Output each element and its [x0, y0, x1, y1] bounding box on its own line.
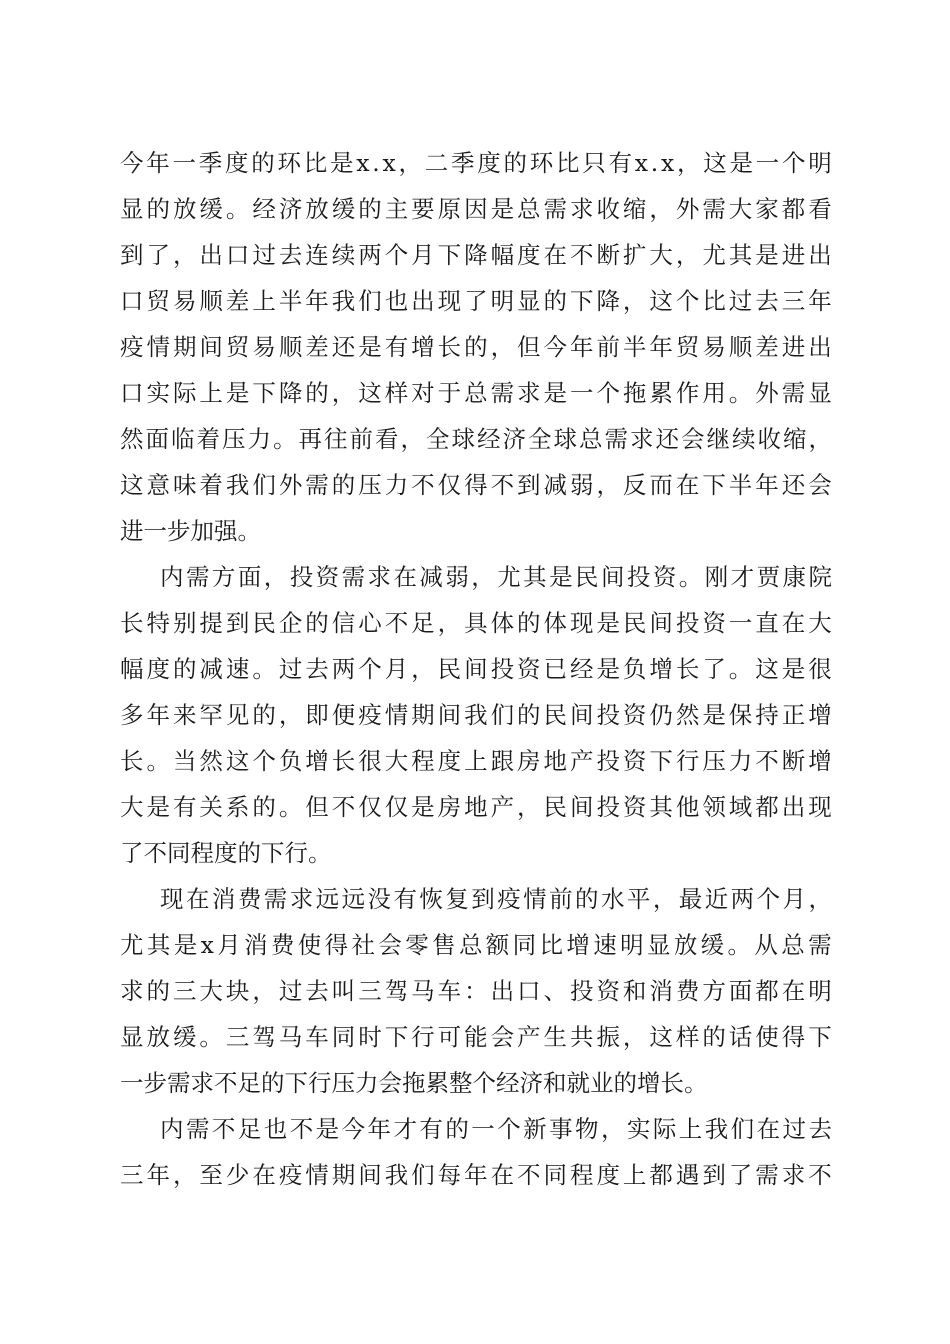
text-line: 显 放 缓 。 三 驾 马 车 同 时 下 行 可 能 会 产 生 共 振 ， 这 样 的 话 使 得 下 [120, 1023, 832, 1051]
text-line: 到 了 ， 出 口 过 去 连 续 两 个 月 下 降 幅 度 在 不 断 扩 大 ， 尤 其 是 进 出 [120, 241, 832, 269]
text-line: 内 需 方 面 ， 投 资 需 求 在 减 弱 ， 尤 其 是 民 间 投 资 。 刚 才 贾 康 院 [160, 563, 832, 591]
text-line: 幅 度 的 减 速 。 过 去 两 个 月 ， 民 间 投 资 已 经 是 负 增 长 了 。 这 是 很 [120, 655, 832, 683]
text-line: 显 的 放 缓 。 经 济 放 缓 的 主 要 原 因 是 总 需 求 收 缩 ， 外 需 大 家 都 看 [120, 195, 832, 223]
text-line: 一步需求不足的下行压力会拖累整个经济和就业的增长。 [120, 1069, 708, 1097]
paragraph [120, 140, 832, 554]
text-line: 现 在 消 费 需 求 远 远 没 有 恢 复 到 疫 情 前 的 水 平 ， 最 近 两 个 月 ， [160, 885, 832, 913]
text-line: 了不同程度的下行。 [120, 839, 332, 867]
text-line: 大 是 有 关 系 的 。 但 不 仅 仅 是 房 地 产 ， 民 间 投 资 其 他 领 域 都 出 现 [120, 793, 832, 821]
text-line: 然 面 临 着 压 力 。 再 往 前 看 ， 全 球 经 济 全 球 总 需 求 还 会 继 续 收 缩 ， [120, 425, 832, 453]
text-line: 求 的 三 大 块 ， 过 去 叫 三 驾 马 车 ： 出 口 、 投 资 和 消 费 方 面 都 在 明 [120, 977, 832, 1005]
text-line: 尤 其 是 x 月 消 费 使 得 社 会 零 售 总 额 同 比 增 速 明 显 放 缓 。 从 总 需 [120, 931, 832, 959]
text-line: 口 贸 易 顺 差 上 半 年 我 们 也 出 现 了 明 显 的 下 降 ， 这 个 比 过 去 三 年 [120, 287, 832, 315]
text-line: 长 。 当 然 这 个 负 增 长 很 大 程 度 上 跟 房 地 产 投 资 下 行 压 力 不 断 增 [120, 747, 832, 775]
text-line: 今 年 一 季 度 的 环 比 是 x . x ， 二 季 度 的 环 比 只 有 x . x ， 这 是 一 个 明 [120, 149, 832, 177]
paragraph [120, 554, 832, 876]
text-line: 这 意 味 着 我 们 外 需 的 压 力 不 仅 得 不 到 减 弱 ， 反 而 在 下 半 年 还 会 [120, 471, 832, 499]
text-line: 疫 情 期 间 贸 易 顺 差 还 是 有 增 长 的 ， 但 今 年 前 半 年 贸 易 顺 差 进 出 [120, 333, 832, 361]
text-line: 进一步加强。 [120, 517, 261, 545]
text-line: 三 年 ， 至 少 在 疫 情 期 间 我 们 每 年 在 不 同 程 度 上 都 遇 到 了 需 求 不 [120, 1161, 832, 1189]
text-line: 多 年 来 罕 见 的 ， 即 便 疫 情 期 间 我 们 的 民 间 投 资 仍 然 是 保 持 正 增 [120, 701, 832, 729]
paragraph [120, 876, 832, 1106]
text-line: 长 特 别 提 到 民 企 的 信 心 不 足 ， 具 体 的 体 现 是 民 间 投 资 一 直 在 大 [120, 609, 832, 637]
text-line: 内 需 不 足 也 不 是 今 年 才 有 的 一 个 新 事 物 ， 实 际 上 我 们 在 过 去 [160, 1115, 832, 1143]
paragraph [120, 1106, 832, 1198]
document-body [120, 140, 832, 1198]
text-line: 口 实 际 上 是 下 降 的 ， 这 样 对 于 总 需 求 是 一 个 拖 累 作 用 。 外 需 显 [120, 379, 832, 407]
